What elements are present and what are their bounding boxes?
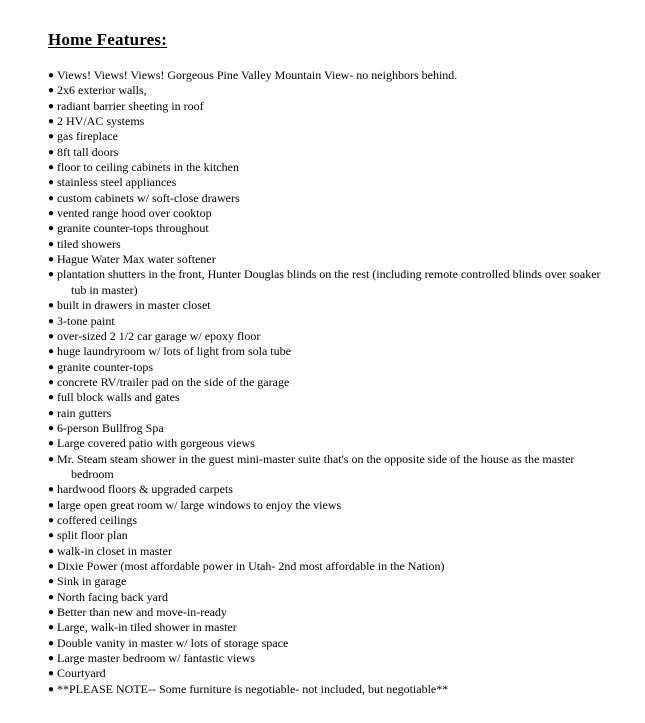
list-item xyxy=(48,360,618,375)
list-item xyxy=(48,175,618,190)
bullet-icon: ● xyxy=(48,407,55,419)
features-list xyxy=(48,68,618,697)
feature-text: hardwood floors & upgraded carpets xyxy=(57,482,233,497)
feature-text: rain gutters xyxy=(57,405,112,420)
feature-text: stainless steel appliances xyxy=(57,175,177,190)
bullet-icon: ● xyxy=(48,376,55,388)
bullet-icon: ● xyxy=(48,607,55,619)
bullet-icon: ● xyxy=(48,637,55,649)
feature-text: Mr. Steam steam shower in the guest mini-master suite that's on the opposite side of the house as the master xyxy=(57,451,575,466)
list-item xyxy=(48,68,618,83)
page-title: Home Features: xyxy=(48,30,168,49)
feature-text: concrete RV/trailer pad on the side of the garage xyxy=(57,374,290,389)
bullet-icon: ● xyxy=(48,346,55,358)
bullet-icon: ● xyxy=(48,146,55,158)
list-item xyxy=(48,559,618,574)
feature-text: split floor plan xyxy=(57,528,128,543)
feature-text: radiant barrier sheeting in roof xyxy=(57,98,204,113)
feature-text: vented range hood over cooktop xyxy=(57,206,212,221)
list-item xyxy=(48,651,618,666)
feature-text: Views! Views! Views! Gorgeous Pine Valley Mountain View- no neighbors behind. xyxy=(57,68,458,82)
feature-text: granite counter-tops throughout xyxy=(57,221,209,236)
list-item xyxy=(48,375,618,390)
list-item xyxy=(48,314,618,329)
list-item xyxy=(48,482,618,497)
bullet-icon: ● xyxy=(48,208,55,220)
feature-text: tiled showers xyxy=(57,236,121,251)
feature-text-continuation: bedroom xyxy=(71,466,114,481)
list-item xyxy=(48,329,618,344)
list-item xyxy=(48,129,618,144)
feature-text: 2x6 exterior walls, xyxy=(57,83,147,98)
list-item xyxy=(48,145,618,160)
bullet-icon: ● xyxy=(48,422,55,434)
bullet-icon: ● xyxy=(48,100,55,112)
bullet-icon: ● xyxy=(48,668,55,680)
list-item xyxy=(48,406,618,421)
feature-text: 6-person Bullfrog Spa xyxy=(57,420,164,435)
feature-text-block xyxy=(57,452,618,483)
bullet-icon: ● xyxy=(48,254,55,266)
list-item xyxy=(48,237,618,252)
feature-text: Large covered patio with gorgeous views xyxy=(57,436,255,451)
bullet-icon: ● xyxy=(48,514,55,526)
feature-text-block xyxy=(57,267,618,298)
bullet-icon: ● xyxy=(48,653,55,665)
list-item xyxy=(48,436,618,451)
bullet-icon: ● xyxy=(48,300,55,312)
list-item xyxy=(48,298,618,313)
feature-text: coffered ceilings xyxy=(57,512,138,527)
bullet-icon: ● xyxy=(48,330,55,342)
bullet-icon: ● xyxy=(48,545,55,557)
list-item xyxy=(48,252,618,267)
list-item xyxy=(48,344,618,359)
bullet-icon: ● xyxy=(48,622,55,634)
feature-text: gas fireplace xyxy=(57,129,118,144)
list-item xyxy=(48,267,618,298)
feature-text: 3-tone paint xyxy=(57,313,115,328)
list-item xyxy=(48,513,618,528)
bullet-icon: ● xyxy=(48,591,55,603)
feature-text: 2 HV/AC systems xyxy=(57,114,145,129)
list-item xyxy=(48,421,618,436)
bullet-icon: ● xyxy=(48,361,55,373)
bullet-icon: ● xyxy=(48,223,55,235)
bullet-icon: ● xyxy=(48,269,55,281)
list-item xyxy=(48,390,618,405)
list-item xyxy=(48,114,618,129)
list-item xyxy=(48,191,618,206)
feature-text: custom cabinets w/ soft-close drawers xyxy=(57,190,240,205)
list-item xyxy=(48,206,618,221)
feature-text: large open great room w/ large windows to enjoy the views xyxy=(57,497,342,512)
feature-text: walk-in closet in master xyxy=(57,543,172,558)
feature-text: Better than new and move-in-ready xyxy=(57,605,227,620)
bullet-icon: ● xyxy=(48,116,55,128)
feature-text: Courtyard xyxy=(57,666,106,681)
list-item xyxy=(48,498,618,513)
list-item xyxy=(48,160,618,175)
list-item xyxy=(48,590,618,605)
feature-text: Hague Water Max water softener xyxy=(57,252,216,267)
bullet-icon: ● xyxy=(48,85,55,97)
bullet-icon: ● xyxy=(48,453,55,465)
list-item xyxy=(48,83,618,98)
bullet-icon: ● xyxy=(48,484,55,496)
list-item xyxy=(48,452,618,483)
list-item xyxy=(48,99,618,114)
feature-text-continuation: tub in master) xyxy=(71,282,138,297)
bullet-icon: ● xyxy=(48,315,55,327)
bullet-icon: ● xyxy=(48,392,55,404)
bullet-icon: ● xyxy=(48,177,55,189)
feature-text: floor to ceiling cabinets in the kitchen xyxy=(57,160,239,175)
list-item xyxy=(48,682,618,697)
bullet-icon: ● xyxy=(48,192,55,204)
feature-text: Large, walk-in tiled shower in master xyxy=(57,620,237,635)
list-item xyxy=(48,620,618,635)
feature-text: Sink in garage xyxy=(57,574,127,589)
feature-text: North facing back yard xyxy=(57,589,168,604)
feature-text: Dixie Power (most affordable power in Utah- 2nd most affordable in the Nation) xyxy=(57,559,445,573)
feature-text: Double vanity in master w/ lots of storage space xyxy=(57,635,289,650)
list-item xyxy=(48,544,618,559)
feature-text: granite counter-tops xyxy=(57,359,154,374)
feature-text: plantation shutters in the front, Hunter Douglas blinds on the rest (including remote controlled blinds over soaker xyxy=(57,267,601,282)
list-item xyxy=(48,636,618,651)
list-item xyxy=(48,574,618,589)
bullet-icon: ● xyxy=(48,438,55,450)
feature-text: 8ft tall doors xyxy=(57,144,119,159)
bullet-icon: ● xyxy=(48,70,55,81)
bullet-icon: ● xyxy=(48,530,55,542)
list-item xyxy=(48,605,618,620)
list-item xyxy=(48,666,618,681)
feature-text: built in drawers in master closet xyxy=(57,298,211,313)
bullet-icon: ● xyxy=(48,576,55,588)
feature-text: full block walls and gates xyxy=(57,390,180,405)
bullet-icon: ● xyxy=(48,162,55,174)
feature-text: **PLEASE NOTE-- Some furniture is negotiable- not included, but negotiable** xyxy=(57,681,449,696)
list-item xyxy=(48,221,618,236)
feature-text: huge laundryroom w/ lots of light from sola tube xyxy=(57,344,291,359)
bullet-icon: ● xyxy=(48,238,55,250)
bullet-icon: ● xyxy=(48,499,55,511)
bullet-icon: ● xyxy=(48,561,55,572)
feature-text: over-sized 2 1/2 car garage w/ epoxy floor xyxy=(57,328,261,343)
list-item xyxy=(48,528,618,543)
bullet-icon: ● xyxy=(48,131,55,143)
bullet-icon: ● xyxy=(48,683,55,695)
feature-text: Large master bedroom w/ fantastic views xyxy=(57,651,256,666)
